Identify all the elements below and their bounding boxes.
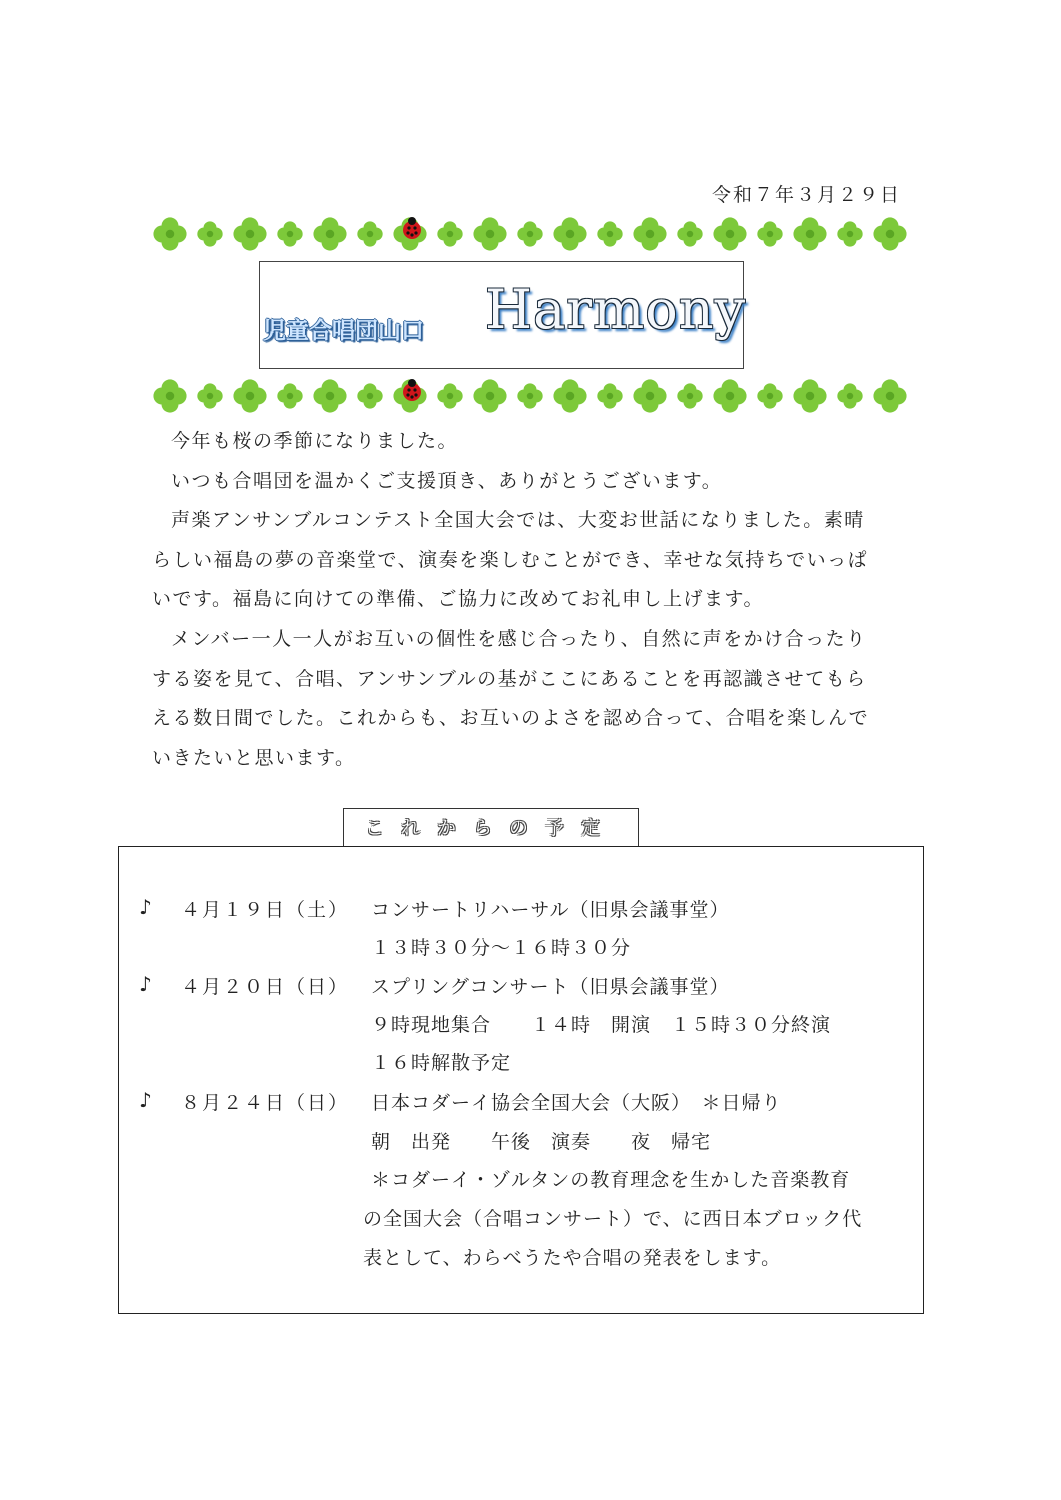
clover-icon bbox=[597, 221, 622, 246]
clover-icon bbox=[757, 383, 782, 408]
group-name: 児童合唱団山口 bbox=[263, 318, 424, 344]
event-line: コンサートリハーサル（旧県会議事堂） bbox=[371, 899, 730, 921]
music-note-icon: ♪ bbox=[139, 972, 152, 996]
clover-icon bbox=[757, 221, 782, 246]
clover-icon bbox=[357, 383, 382, 408]
schedule-heading: これからの予定 bbox=[343, 808, 639, 846]
clover-icon bbox=[313, 217, 346, 250]
clover-icon bbox=[873, 217, 906, 250]
greeting-paragraph: 今年も桜の季節になりました。 bbox=[171, 430, 459, 452]
clover-icon bbox=[713, 379, 746, 412]
clover-icon bbox=[473, 217, 506, 250]
clover-icon bbox=[233, 217, 266, 250]
clover-icon bbox=[553, 379, 586, 412]
clover-icon bbox=[633, 379, 666, 412]
clover-icon bbox=[597, 383, 622, 408]
clover-icon bbox=[313, 379, 346, 412]
clover-icon bbox=[677, 383, 702, 408]
clover-icon bbox=[553, 217, 586, 250]
event-date: ４月１９日（土） bbox=[181, 899, 350, 921]
event-line: スプリングコンサート（旧県会議事堂） bbox=[371, 976, 730, 998]
event-date: ４月２０日（日） bbox=[181, 976, 350, 998]
event-line: 朝 出発 午後 演奏 夜 帰宅 bbox=[371, 1131, 712, 1153]
event-line: 日本コダーイ協会全国大会（大阪） ＊日帰り bbox=[371, 1092, 782, 1114]
clover-icon bbox=[837, 383, 862, 408]
greeting-line: メンバー一人一人がお互いの個性を感じ合ったり、自然に声をかけ合ったり bbox=[171, 627, 867, 650]
clover-icon bbox=[277, 221, 302, 246]
greeting-line: いです。福島に向けての準備、ご協力に改めてお礼申し上げます。 bbox=[152, 588, 764, 611]
schedule-box bbox=[118, 846, 924, 1314]
clover-icon bbox=[517, 221, 542, 246]
issue-date: 令和７年３月２９日 bbox=[711, 184, 901, 206]
clover-icon bbox=[633, 217, 666, 250]
clover-icon bbox=[437, 221, 462, 246]
event-line: ９時現地集合 １４時 開演 １５時３０分終演 bbox=[371, 1014, 832, 1036]
clover-icon bbox=[153, 217, 186, 250]
greeting-text bbox=[152, 422, 912, 778]
clover-icon bbox=[197, 221, 222, 246]
event-line: の全国大会（合唱コンサート）で、に西日本ブロック代 bbox=[363, 1208, 863, 1230]
event-line: 表として、わらべうたや合唱の発表をします。 bbox=[363, 1247, 782, 1269]
clover-icon bbox=[873, 379, 906, 412]
event-line: １６時解散予定 bbox=[371, 1052, 512, 1074]
greeting-line: える数日間でした。これからも、お互いのよさを認め合って、合唱を楽しんで bbox=[152, 707, 870, 730]
greeting-line: する姿を見て、合唱、アンサンブルの基がここにあることを再認識させてもら bbox=[152, 667, 867, 690]
greeting-line: 声楽アンサンブルコンテスト全国大会では、大変お世話になりました。素晴 bbox=[171, 509, 865, 532]
greeting-line: らしい福島の夢の音楽堂で、演奏を楽しむことができ、幸せな気持ちでいっぱ bbox=[152, 548, 869, 571]
clover-icon bbox=[517, 383, 542, 408]
clover-icon bbox=[277, 383, 302, 408]
event-line: １３時３０分～１６時３０分 bbox=[371, 937, 632, 959]
greeting-line: いきたいと思います。 bbox=[152, 746, 356, 769]
music-note-icon: ♪ bbox=[139, 895, 152, 919]
event-date: ８月２４日（日） bbox=[181, 1092, 350, 1114]
clover-icon bbox=[713, 217, 746, 250]
greeting-paragraph: いつも合唱団を温かくご支援頂き、ありがとうございます。 bbox=[171, 469, 723, 492]
music-note-icon: ♪ bbox=[139, 1088, 152, 1112]
clover-icon bbox=[793, 379, 826, 412]
clover-icon bbox=[233, 379, 266, 412]
clover-icon bbox=[473, 379, 506, 412]
clover-icon bbox=[677, 221, 702, 246]
title-box bbox=[259, 261, 747, 369]
clover-border-top bbox=[150, 212, 910, 256]
clover-icon bbox=[153, 379, 186, 412]
clover-border-bottom bbox=[150, 374, 910, 418]
newsletter-title: Harmony bbox=[485, 278, 747, 341]
event-line: ＊コダーイ・ゾルタンの教育理念を生かした音楽教育 bbox=[371, 1169, 851, 1191]
clover-icon bbox=[357, 221, 382, 246]
clover-icon bbox=[793, 217, 826, 250]
clover-icon bbox=[197, 383, 222, 408]
clover-icon bbox=[837, 221, 862, 246]
clover-icon bbox=[437, 383, 462, 408]
